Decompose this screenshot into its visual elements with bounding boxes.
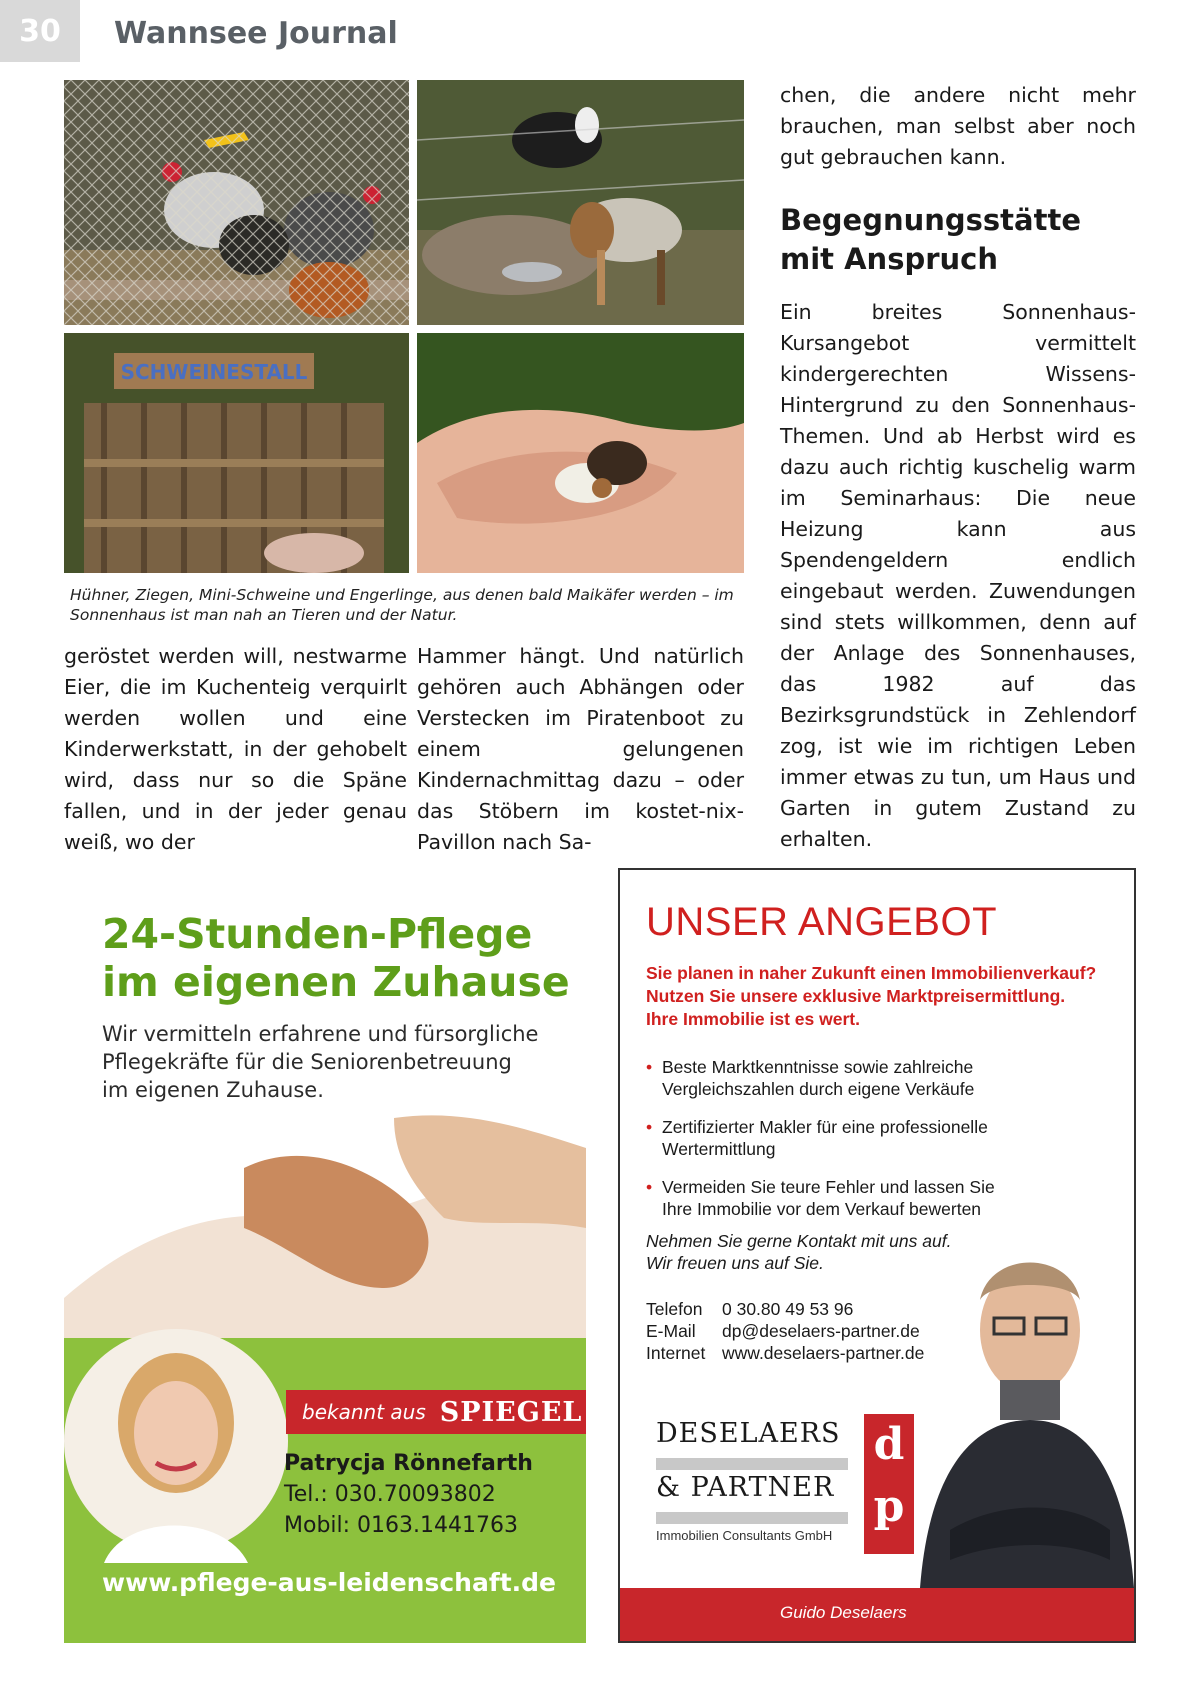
bullet-item: [646, 1056, 1116, 1100]
lead-line-1: Sie planen in naher Zukunft einen Immobilienverkauf?: [646, 963, 1097, 983]
column-2-text: Hammer hängt. Und natürlich gehören auch Abhängen oder Verstecken im Piratenboot zu einem gelungenen Kindernachmittag dazu – oder das Stöbern im kostet-nix-Pavillon nach Sa-: [417, 644, 744, 854]
hand-illustration: [417, 333, 744, 573]
realestate-title: UNSER ANGEBOT: [646, 900, 998, 944]
logo-line-3: Immobilien Consultants GmbH: [656, 1528, 833, 1543]
hand-with-grubs-photo: [417, 333, 744, 573]
realestate-lead: [646, 962, 1116, 1031]
goats-illustration: [417, 80, 744, 325]
agent-portrait: [920, 1200, 1134, 1588]
contact-note: [646, 1230, 951, 1274]
known-prefix: bekannt aus: [302, 1400, 426, 1424]
bullet-2-line-1: Zertifizierter Makler für eine professionelle: [662, 1117, 988, 1137]
pig-enclosure-sign-photo: [64, 333, 409, 573]
sign-text: SCHWEINESTALL: [120, 360, 308, 384]
bullet-1-line-1: Beste Marktkenntnisse sowie zahlreiche: [662, 1057, 974, 1077]
care-advertisement: [64, 868, 586, 1643]
agent-name: Guido Deselaers: [780, 1603, 907, 1622]
goats-photo: [417, 80, 744, 325]
bullet-1-line-2: Vergleichszahlen durch eigene Verkäufe: [662, 1079, 975, 1099]
care-ad-subtitle: [102, 1020, 538, 1104]
bullet-3-line-1: Vermeiden Sie teure Fehler und lassen Sie: [662, 1177, 995, 1197]
journal-title: Wannsee Journal: [114, 16, 398, 51]
column-3-top-text: chen, die andere nicht mehr brauchen, man selbst aber noch gut gebrauchen kann.: [780, 83, 1136, 169]
realestate-advertisement: [618, 868, 1136, 1643]
note-line-1: Nehmen Sie gerne Kontakt mit uns auf.: [646, 1231, 952, 1251]
care-sub-line-1: Wir vermitteln erfahrene und fürsorgliche: [102, 1022, 539, 1046]
heading-line-2: mit Anspruch: [780, 242, 999, 276]
logo-divider: [656, 1458, 848, 1470]
sign-illustration: [64, 333, 409, 573]
care-title-line-1: 24-Stunden-Pflege: [102, 910, 533, 958]
photo-caption: Hühner, Ziegen, Mini-Schweine und Engerlinge, aus denen bald Maikäfer werden – im Sonnenhaus ist man nah an Tieren und der Natur.: [70, 586, 734, 624]
page-number: 30: [0, 0, 80, 62]
contact-phone: 0 30.80 49 53 96: [722, 1299, 854, 1319]
heading-line-1: Begegnungsstätte: [780, 203, 1082, 237]
dp-logo-mark: [864, 1414, 914, 1554]
logo-line-1: DESELAERS: [656, 1418, 841, 1449]
column-3-body-text: Ein breites Sonnenhaus-Kursangebot vermittelt kindergerechten Wissens-Hintergrund zu den Sonnenhaus-Themen. Und ab Herbst wird es dazu auch richtig kuschelig warm im Seminarhaus: Die neue Heizung kann aus Spendengeldern endlich eingebaut werden. Zuwendungen sind stets willkommen, denn auf der Anlage des Sonnenhauses, das 1982 auf das Bezirksgrundstück in Zehlendorf zog, ist wie im richtigen Leben immer etwas zu tun, um Haus und Garten in gutem Zustand zu erhalten.: [780, 300, 1136, 851]
bullet-3-line-2: Ihre Immobilie vor dem Verkauf bewerten: [662, 1199, 982, 1219]
care-phone: Tel.: 030.70093802: [284, 1482, 496, 1507]
contact-row-phone: [646, 1298, 924, 1320]
lead-line-3: Ihre Immobilie ist es wert.: [646, 1009, 860, 1029]
care-mobile: Mobil: 0163.1441763: [284, 1513, 518, 1538]
lead-line-2: Nutzen Sie unsere exklusive Marktpreisermittlung.: [646, 986, 1066, 1006]
contact-details: [646, 1298, 924, 1364]
contact-email-link[interactable]: dp@deselaers-partner.de: [722, 1321, 920, 1341]
note-line-2: Wir freuen uns auf Sie.: [646, 1253, 824, 1273]
care-contact-name: Patrycja Rönnefarth: [284, 1451, 533, 1476]
contact-row-email: [646, 1320, 924, 1342]
article-heading: [780, 201, 1136, 279]
deselaers-logo: [646, 1410, 912, 1558]
bullet-icon: •: [646, 1117, 653, 1137]
logo-mark-p: p: [873, 1481, 905, 1532]
article-column-2: [417, 641, 744, 858]
bullet-icon: •: [646, 1057, 653, 1077]
care-ad-title: [102, 910, 570, 1006]
logo-line-2: & PARTNER: [656, 1472, 835, 1503]
bullet-icon: •: [646, 1177, 653, 1197]
contact-label: E-Mail: [646, 1321, 696, 1341]
column-1-text: geröstet werden will, nestwarme Eier, die im Kuchenteig verquirlt werden wollen und eine Kinderwerkstatt, in der gehobelt wird, dass nur so die Späne fallen, und in der jeder genau weiß, wo der: [64, 644, 407, 854]
logo-mark-d: d: [873, 1419, 905, 1470]
care-sub-line-2: Pflegekräfte für die Seniorenbetreuung: [102, 1050, 512, 1074]
spiegel-logo: SPIEGEL: [439, 1396, 583, 1428]
article-column-3: [780, 80, 1136, 855]
bullet-2-line-2: Wertermittlung: [662, 1139, 776, 1159]
care-website-link[interactable]: www.pflege-aus-leidenschaft.de: [102, 1568, 557, 1597]
logo-divider: [656, 1512, 848, 1524]
contact-label: Telefon: [646, 1299, 703, 1319]
bullet-item: [646, 1116, 1116, 1160]
contact-website-link[interactable]: www.deselaers-partner.de: [722, 1343, 925, 1363]
care-sub-line-3: im eigenen Zuhause.: [102, 1078, 324, 1102]
chickens-illustration: [64, 80, 409, 325]
article-column-1: [64, 641, 407, 858]
contact-row-internet: [646, 1342, 924, 1364]
chickens-photo: [64, 80, 409, 325]
care-title-line-2: im eigenen Zuhause: [102, 958, 570, 1006]
known-from-banner: [286, 1390, 586, 1434]
contact-label: Internet: [646, 1343, 706, 1363]
care-portrait: [64, 1323, 294, 1563]
